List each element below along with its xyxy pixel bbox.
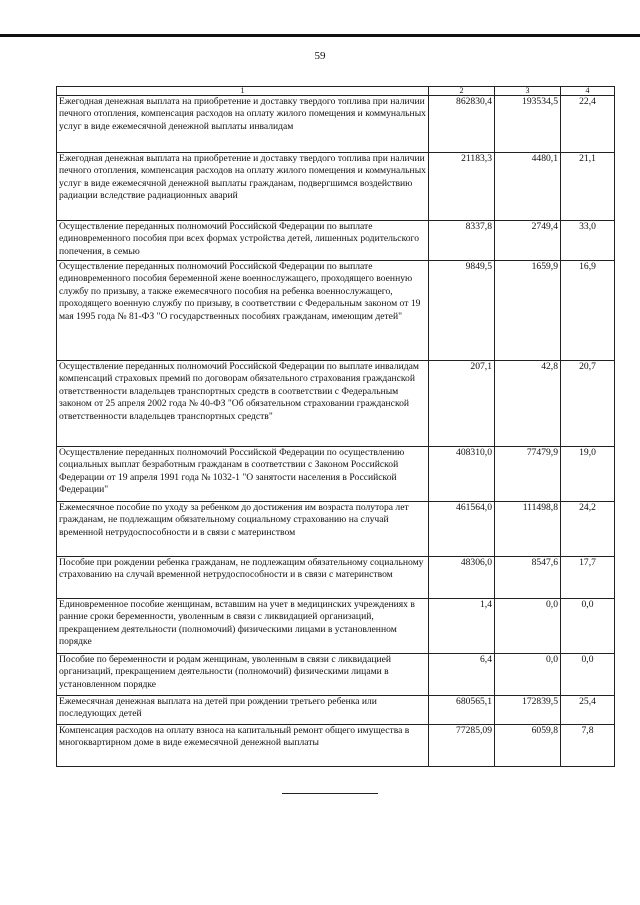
row-value-col4: 21,1 bbox=[561, 153, 615, 221]
row-value-col2: 77285,09 bbox=[429, 725, 495, 767]
row-description: Единовременное пособие женщинам, вставшим на учет в медицинских учреждениях в ранние сроки беременности, уволенным в связи с ликвидацией организаций, прекращением деятельности (полномочий) физическими лицами в установленном порядке bbox=[57, 599, 429, 654]
row-value-col3: 193534,5 bbox=[495, 96, 561, 153]
row-value-col4: 24,2 bbox=[561, 502, 615, 557]
row-value-col2: 48306,0 bbox=[429, 557, 495, 599]
row-description: Ежегодная денежная выплата на приобретение и доставку твердого топлива при наличии печного отопления, компенсация расходов на оплату жилого помещения и коммунальных услуг в виде ежемесячной денежной выплаты гражданам, подвергшимся воздействию радиации вследствие радиационных аварий bbox=[57, 153, 429, 221]
row-value-col4: 0,0 bbox=[561, 599, 615, 654]
row-value-col2: 9849,5 bbox=[429, 261, 495, 361]
row-description: Осуществление переданных полномочий Российской Федерации по выплате единовременного пособия беременной жене военнослужащего, проходящего военную службу по призыву, а также ежемесячного пособия на ребенка военнослужащего, проходящего военную службу по призыву, в соответствии с Федеральным законом от 19 мая 1995 года № 81-ФЗ "О государственных пособиях гражданам, имеющим детей" bbox=[57, 261, 429, 361]
column-header-3: 3 bbox=[495, 87, 561, 96]
row-description: Осуществление переданных полномочий Российской Федерации по осуществлению социальных выплат безработным гражданам в соответствии с Законом Российской Федерации от 19 апреля 1991 года № 1032-1 "О занятости населения в Российской Федерации" bbox=[57, 447, 429, 502]
budget-table bbox=[56, 86, 615, 767]
row-value-col4: 33,0 bbox=[561, 221, 615, 261]
row-value-col4: 7,8 bbox=[561, 725, 615, 767]
table-row bbox=[57, 361, 615, 447]
row-description: Осуществление переданных полномочий Российской Федерации по выплате единовременного пособия при всех формах устройства детей, лишенных родительского попечения, в семью bbox=[57, 221, 429, 261]
row-value-col3: 4480,1 bbox=[495, 153, 561, 221]
table-row bbox=[57, 599, 615, 654]
row-value-col3: 42,8 bbox=[495, 361, 561, 447]
row-value-col3: 2749,4 bbox=[495, 221, 561, 261]
row-value-col2: 680565,1 bbox=[429, 696, 495, 725]
table-row bbox=[57, 725, 615, 767]
row-value-col2: 8337,8 bbox=[429, 221, 495, 261]
table-row bbox=[57, 221, 615, 261]
row-description: Пособие по беременности и родам женщинам, уволенным в связи с ликвидацией организаций, прекращением деятельности (полномочий) физическими лицами в установленном порядке bbox=[57, 654, 429, 696]
row-value-col2: 207,1 bbox=[429, 361, 495, 447]
row-value-col2: 6,4 bbox=[429, 654, 495, 696]
table-row bbox=[57, 447, 615, 502]
row-value-col3: 111498,8 bbox=[495, 502, 561, 557]
row-value-col3: 172839,5 bbox=[495, 696, 561, 725]
row-description: Осуществление переданных полномочий Российской Федерации по выплате инвалидам компенсаций страховых премий по договорам обязательного страхования гражданской ответственности владельцев транспортных средств в соответствии с Федеральным законом от 25 апреля 2002 года № 40-ФЗ "Об обязательном страховании гражданской ответственности владельцев транспортных средств" bbox=[57, 361, 429, 447]
page-number: 59 bbox=[314, 50, 326, 62]
row-value-col4: 20,7 bbox=[561, 361, 615, 447]
table-header-row bbox=[57, 87, 615, 96]
row-description: Ежемесячная денежная выплата на детей при рождении третьего ребенка или последующих детей bbox=[57, 696, 429, 725]
row-description: Пособие при рождении ребенка гражданам, не подлежащим обязательному социальному страхованию на случай временной нетрудоспособности и в связи с материнством bbox=[57, 557, 429, 599]
row-value-col4: 0,0 bbox=[561, 654, 615, 696]
row-description: Ежегодная денежная выплата на приобретение и доставку твердого топлива при наличии печного отопления, компенсация расходов на оплату жилого помещения и коммунальных услуг в виде ежемесячной денежной выплаты инвалидам bbox=[57, 96, 429, 153]
row-description: Ежемесячное пособие по уходу за ребенком до достижения им возраста полутора лет гражданам, не подлежащим обязательному социальному страхованию на случай временной нетрудоспособности и в связи с материнством bbox=[57, 502, 429, 557]
row-value-col3: 6059,8 bbox=[495, 725, 561, 767]
row-value-col3: 1659,9 bbox=[495, 261, 561, 361]
row-value-col4: 25,4 bbox=[561, 696, 615, 725]
table-row bbox=[57, 261, 615, 361]
row-value-col2: 862830,4 bbox=[429, 96, 495, 153]
row-value-col2: 461564,0 bbox=[429, 502, 495, 557]
row-value-col2: 21183,3 bbox=[429, 153, 495, 221]
table-row bbox=[57, 153, 615, 221]
column-header-2: 2 bbox=[429, 87, 495, 96]
table-row bbox=[57, 696, 615, 725]
column-header-4: 4 bbox=[561, 87, 615, 96]
table-row bbox=[57, 557, 615, 599]
row-value-col2: 408310,0 bbox=[429, 447, 495, 502]
row-value-col4: 19,0 bbox=[561, 447, 615, 502]
row-description: Компенсация расходов на оплату взноса на капитальный ремонт общего имущества в многоквартирном доме в виде ежемесячной денежной выплаты bbox=[57, 725, 429, 767]
row-value-col2: 1,4 bbox=[429, 599, 495, 654]
row-value-col3: 77479,9 bbox=[495, 447, 561, 502]
row-value-col4: 22,4 bbox=[561, 96, 615, 153]
top-rule bbox=[0, 34, 640, 37]
row-value-col3: 0,0 bbox=[495, 654, 561, 696]
row-value-col4: 17,7 bbox=[561, 557, 615, 599]
row-value-col4: 16,9 bbox=[561, 261, 615, 361]
row-value-col3: 0,0 bbox=[495, 599, 561, 654]
table-row bbox=[57, 502, 615, 557]
table-row bbox=[57, 654, 615, 696]
column-header-1: 1 bbox=[57, 87, 429, 96]
footer-rule bbox=[282, 793, 378, 794]
row-value-col3: 8547,6 bbox=[495, 557, 561, 599]
table-row bbox=[57, 96, 615, 153]
